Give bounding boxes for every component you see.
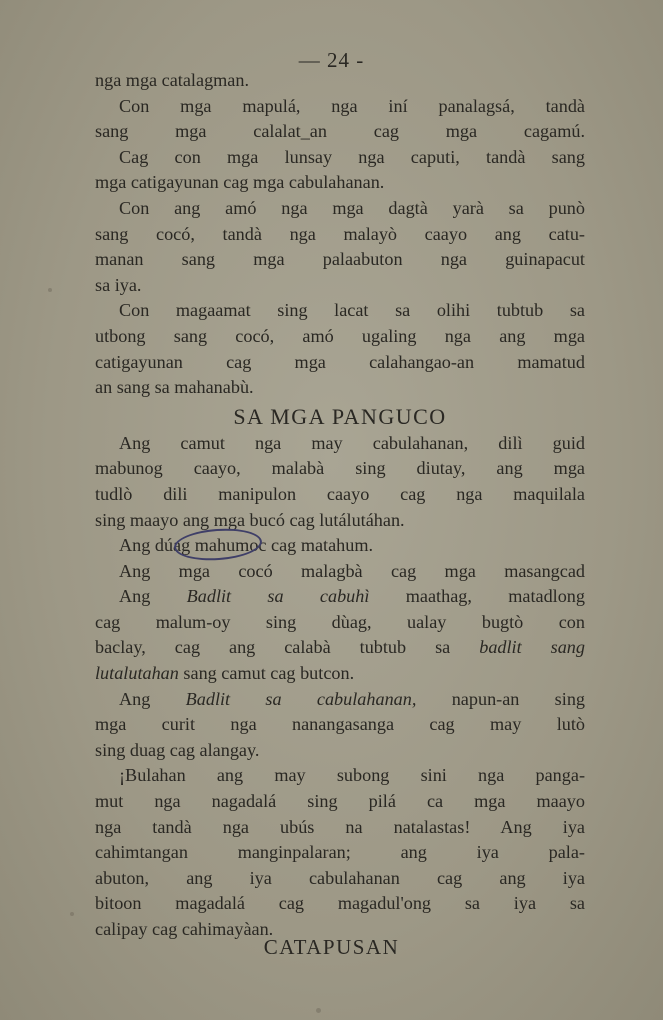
text-line: Cag con mga lunsay nga caputi, tandà sang xyxy=(119,146,585,167)
text-line: calipay cag cahimayàan. xyxy=(95,919,274,939)
text-run: baclay, cag ang calabà tubtub sa xyxy=(95,637,480,658)
text-line: ¡Bulahan ang may subong sini nga panga- xyxy=(119,765,585,786)
text-line: sang mga calalat_an cag mga cagamú. xyxy=(95,121,585,142)
text-line: mga catigayunan cag mga cabulahanan. xyxy=(95,172,385,193)
text-line: Con magaamat sing lacat sa olihi tubtub sa xyxy=(119,300,585,321)
text-line: utbong sang cocó, amó ugaling nga ang mga xyxy=(95,325,585,346)
text-line: mut nga nagadalá sing pilá ca mga maayo xyxy=(95,791,585,812)
text-run: Ang xyxy=(119,586,187,607)
text-line: Con ang amó nga mga dagtà yarà sa punò xyxy=(119,197,585,218)
ink-smudge xyxy=(70,912,74,916)
text-line: Ang mga cocó malagbà cag mga masangcad xyxy=(119,560,585,581)
text-run: Ang xyxy=(119,688,186,709)
text-run: napun-an sing xyxy=(416,688,586,709)
text-line: sang cocó, tandà nga malayò caayo ang catu- xyxy=(95,223,585,244)
text-line: an sang sa mahanabù. xyxy=(95,377,254,398)
text-line: cag malum-oy sing dùag, ualay bugtò con xyxy=(95,611,585,632)
text-line: cahimtangan manginpalaran; ang iya pala- xyxy=(95,842,585,863)
italic-term: lutalutahan xyxy=(95,663,179,684)
text-line: bitoon magadalá cag magadul'ong sa iya sa xyxy=(95,893,585,914)
text-line: manan sang mga palaabuton nga guinapacut xyxy=(95,249,585,270)
section-heading: SA MGA PANGUCO xyxy=(233,403,447,429)
text-line: mga curit nga nanangasanga cag may lutò xyxy=(95,714,585,735)
ink-smudge xyxy=(48,288,52,292)
text-line: Ang camut nga may cabulahanan, dilì guid xyxy=(119,432,585,453)
text-run: sang camut cag butcon. xyxy=(178,663,355,684)
end-title: CATAPUSAN xyxy=(263,935,400,959)
text-line: sing duag cag alangay. xyxy=(95,739,260,760)
italic-term: badlit sang xyxy=(479,637,585,658)
text-line xyxy=(95,661,585,687)
page-number: — 24 - xyxy=(298,48,365,72)
text-line: nga tandà nga ubús na natalastas! Ang iya xyxy=(95,816,585,837)
italic-term: Badlit sa cabulahanan, xyxy=(185,688,417,709)
text-line: Con mga mapulá, nga iní panalagsá, tandà xyxy=(119,95,585,116)
text-line: Ang dúag mahumoc cag matahum. xyxy=(119,535,374,556)
text-line: catigayunan cag mga calahangao-an mamatud xyxy=(95,351,585,372)
text-line: nga mga catalagman. xyxy=(95,70,250,90)
text-line xyxy=(95,635,585,661)
text-line: sing maayo ang mga bucó cag lutálutáhan. xyxy=(95,509,405,530)
text-run: maathag, matadlong xyxy=(369,586,585,607)
text-line xyxy=(95,687,585,713)
text-line: mabunog caayo, malabà sing diutay, ang mga xyxy=(95,458,585,479)
text-line: tudlò dili manipulon caayo cag nga maquilala xyxy=(95,483,585,504)
ink-smudge xyxy=(316,1008,321,1013)
text-line: abuton, ang iya cabulahanan cag ang iya xyxy=(95,867,585,888)
text-line: sa iya. xyxy=(95,274,142,295)
italic-term: Badlit sa cabuhì xyxy=(186,586,370,607)
text-line xyxy=(95,584,585,610)
body-text xyxy=(95,68,585,943)
